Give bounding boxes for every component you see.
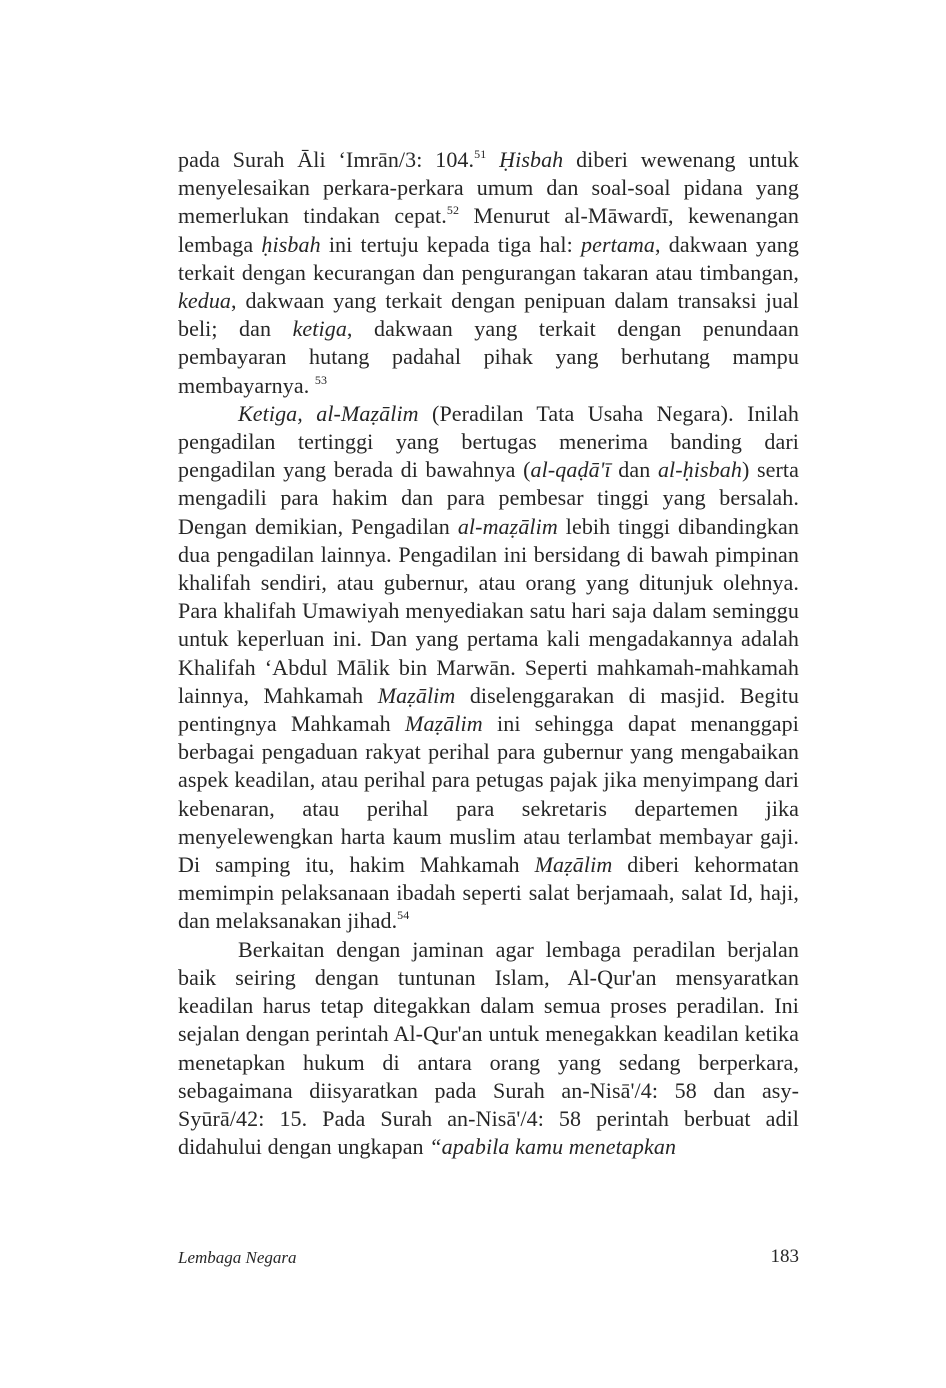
text-run: , dakwaan yang terkait dengan kecurangan dan pengurangan takaran atau timbangan, xyxy=(178,231,799,285)
italic-term: Maẓālim xyxy=(377,682,456,708)
italic-term: Ketiga, al-Maẓālim xyxy=(238,400,419,426)
footnote-ref: 53 xyxy=(314,372,328,387)
text-run: Berkaitan dengan jaminan agar lembaga peradilan berjalan baik seiring dengan tuntunan Islam, Al-Qur'an mensyaratkan keadilan harus tetap ditegakkan dalam semua proses peradilan. Ini sejalan dengan perintah Al-Qur'an untuk menegakkan keadilan ketika menetapkan hukum di antara orang yang sedang berperkara, sebagaimana diisyaratkan pada Surah an-Nisā'/4: 58 dan asy-Syūrā/42: 15. Pada Surah an-Nisā'/4: 58 perintah berbuat adil didahului dengan ungkapan xyxy=(178,936,799,1160)
text-run: pada Surah Āli ‘Imrān/3: 104. xyxy=(178,147,475,172)
italic-term: Ḥisbah xyxy=(499,147,564,172)
italic-term: ḥisbah xyxy=(261,231,321,257)
text-run: dan xyxy=(610,457,658,483)
text-run: diberi wewenang untuk menyelesaikan perkara-perkara umum dan soal-soal pidana yang memerlukan tindakan cepat. xyxy=(178,147,800,229)
italic-term: Maẓālim xyxy=(405,711,483,737)
italic-term: “apabila kamu menetapkan xyxy=(429,1134,677,1160)
text-run: ) serta mengadili para hakim dan para pembesar tinggi yang bersalah. Dengan demikian, Pengadilan xyxy=(178,457,799,539)
italic-term: pertama xyxy=(580,231,656,257)
italic-term: al-qaḍā'ī xyxy=(530,457,611,483)
footnote-ref: 52 xyxy=(446,203,460,218)
paragraph xyxy=(178,400,799,936)
text-run: lebih tinggi dibandingkan dua pengadilan lainnya. Pengadilan ini bersidang di bawah pimpinan khalifah sendiri, atau gubernur, atau orang yang ditunjuk olehnya. Para khalifah Umawiyah menyediakan satu hari saja dalam seminggu untuk keperluan ini. Dan yang pertama kali mengadakannya adalah Khalifah ‘Abdul Mālik bin Marwān. Seperti mahkamah-mahkamah lainnya, Mahkamah xyxy=(178,513,799,708)
italic-term: al-maẓālim xyxy=(457,513,558,539)
body-text xyxy=(178,146,799,1161)
text-run xyxy=(486,147,499,172)
text-run: , dakwaan yang terkait dengan penundaan pembayaran hutang padahal pihak yang berhutang mampu membayarnya. xyxy=(178,316,799,398)
paragraph xyxy=(178,146,799,400)
italic-term: Maẓālim xyxy=(534,852,613,878)
page-number: 183 xyxy=(770,1246,799,1267)
footnote-ref: 54 xyxy=(397,908,410,923)
text-run: Menurut al-Māwardī, kewenangan lembaga xyxy=(178,203,799,257)
italic-term: ketiga xyxy=(292,316,347,342)
text-run: (Peradilan Tata Usaha Negara). Inilah pengadilan tertinggi yang bertugas menerima banding dari pengadilan yang berada di bawahnya ( xyxy=(178,400,799,483)
text-run: , dakwaan yang terkait dengan penipuan dalam transaksi jual beli; dan xyxy=(178,288,799,342)
text-run: ini sehingga dapat menanggapi berbagai pengaduan rakyat perihal para gubernur yang mengabaikan aspek keadilan, atau perihal para petugas pajak jika menyimpang dari kebenaran, atau perihal para sekretaris departemen jika menyelewengkan harta kaum muslim atau terlambat membayar gaji. Di samping itu, hakim Mahkamah xyxy=(178,711,799,878)
text-run: diselenggarakan di masjid. Begitu pentingnya Mahkamah xyxy=(178,682,799,737)
paragraph xyxy=(178,936,799,1162)
italic-term: al-ḥisbah xyxy=(657,457,742,483)
running-title: Lembaga Negara xyxy=(178,1248,297,1267)
italic-term: kedua xyxy=(178,288,232,314)
text-run: diberi kehormatan memimpin pelaksanaan ibadah seperti salat berjamaah, salat Id, haji, dan melaksanakan jihad. xyxy=(178,852,799,934)
footnote-ref: 51 xyxy=(474,147,487,161)
text-run: ini tertuju kepada tiga hal: xyxy=(320,231,581,257)
